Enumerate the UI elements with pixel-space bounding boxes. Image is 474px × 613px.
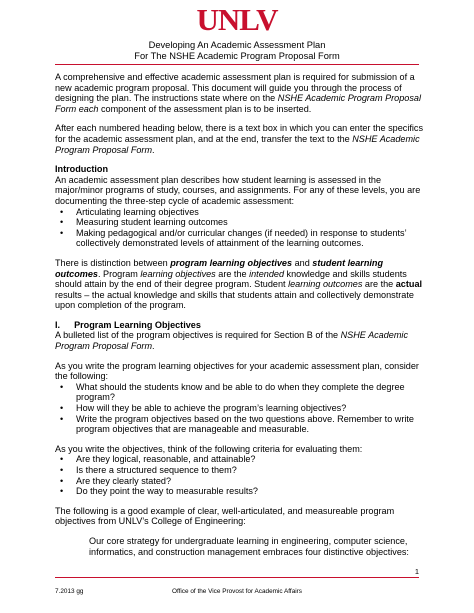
bullet-icon: • [60,381,64,392]
bullet-icon: • [60,465,64,475]
introduction-body: An academic assessment plan describes how student learning is assessed in the major/minor programs of study, courses, and assignments. For any of these levels, you are documenting the three-step cycle of academic assessment: [55,174,421,206]
list-item: • Making pedagogical and/or curricular changes (if needed) in response to students’ collectively demonstrated levels of attainment of the learning outcomes. [60,227,407,249]
page-number: 1 [414,567,419,576]
footer-rule [55,577,419,578]
title-line-2: For The NSHE Academic Program Proposal Form [134,50,340,61]
bullet-icon: • [60,413,64,424]
list-item: • Are they logical, reasonable, and attainable? [60,454,256,465]
section-1-bullet-list-1 [55,382,427,435]
list-item: • Do they point the way to measurable results? [60,486,258,497]
section-1-paragraph-3: As you write the objectives, think of the following criteria for evaluating them: [55,443,363,454]
title-line-1: Developing An Academic Assessment Plan [148,40,326,50]
section-1-paragraph-4: The following is a good example of clear, well-articulated, and measureable program objectives from UNLV’s College of Engineering: [55,505,395,527]
introduction-heading: Introduction [55,164,109,175]
header-rule [55,64,419,65]
bullet-icon: • [60,454,64,465]
bullet-icon: • [60,475,64,486]
introduction-bullet-list [55,207,427,249]
bullet-icon: • [60,486,64,497]
list-item: • Write the program objectives based on the two questions above. Remember to write program objectives that are manageable and measurable. [60,413,414,435]
document-title [0,40,474,61]
section-1-paragraph-1: A bulleted list of the program objectives is required for Section B of the NSHE Academic Program Proposal Form. [55,330,408,352]
footer-office: Office of the Vice Provost for Academic Affairs [171,588,302,595]
bullet-icon: • [60,217,64,228]
document-body [55,72,427,566]
list-item: • Articulating learning objectives [60,206,199,217]
distinction-paragraph: There is distinction between program learning objectives and student learning outcomes. Program learning objectives are the intended knowledge and skills students should attain by the end of their degree program. Student learning outcomes are the actual results – the actual knowledge and skills that students attain and collectively demonstrate upon completion of the program. [55,257,423,311]
list-item: • How will they be able to achieve the program’s learning objectives? [60,403,347,414]
bullet-icon: • [60,403,64,414]
section-1-heading: I. Program Learning Objectives [55,319,201,330]
unlv-logo: UNLV [196,2,278,37]
section-1-paragraph-2: As you write the program learning objectives for your academic assessment plan, consider the following: [55,360,419,382]
intro-paragraph-2: After each numbered heading below, there is a text box in which you can enter the specifics for the academic assessment plan, and at the end, transfer the text to the NSHE Academic Program Proposal Form. [55,123,424,155]
intro-paragraph-1: A comprehensive and effective academic assessment plan is required for submission of a new academic program proposal. This document will guide you through the process of designing the plan. The instructions state where on the NSHE Academic Program Proposal Form each component of the assessment plan is to be inserted. [55,72,421,114]
footer-date-code: 7.2013 gg [55,588,84,595]
bullet-icon: • [60,227,64,238]
list-item: • Are they clearly stated? [60,475,172,486]
list-item: • Measuring student learning outcomes [60,217,228,228]
list-item: • What should the students know and be able to do when they complete the degree program? [60,381,405,403]
engineering-quote: Our core strategy for undergraduate learning in engineering, computer science, informatics, and construction management embraces four distinctive objectives: [89,535,409,557]
section-1-bullet-list-2 [55,454,427,496]
bullet-icon: • [60,206,64,217]
list-item: • Is there a structured sequence to them? [60,465,237,475]
